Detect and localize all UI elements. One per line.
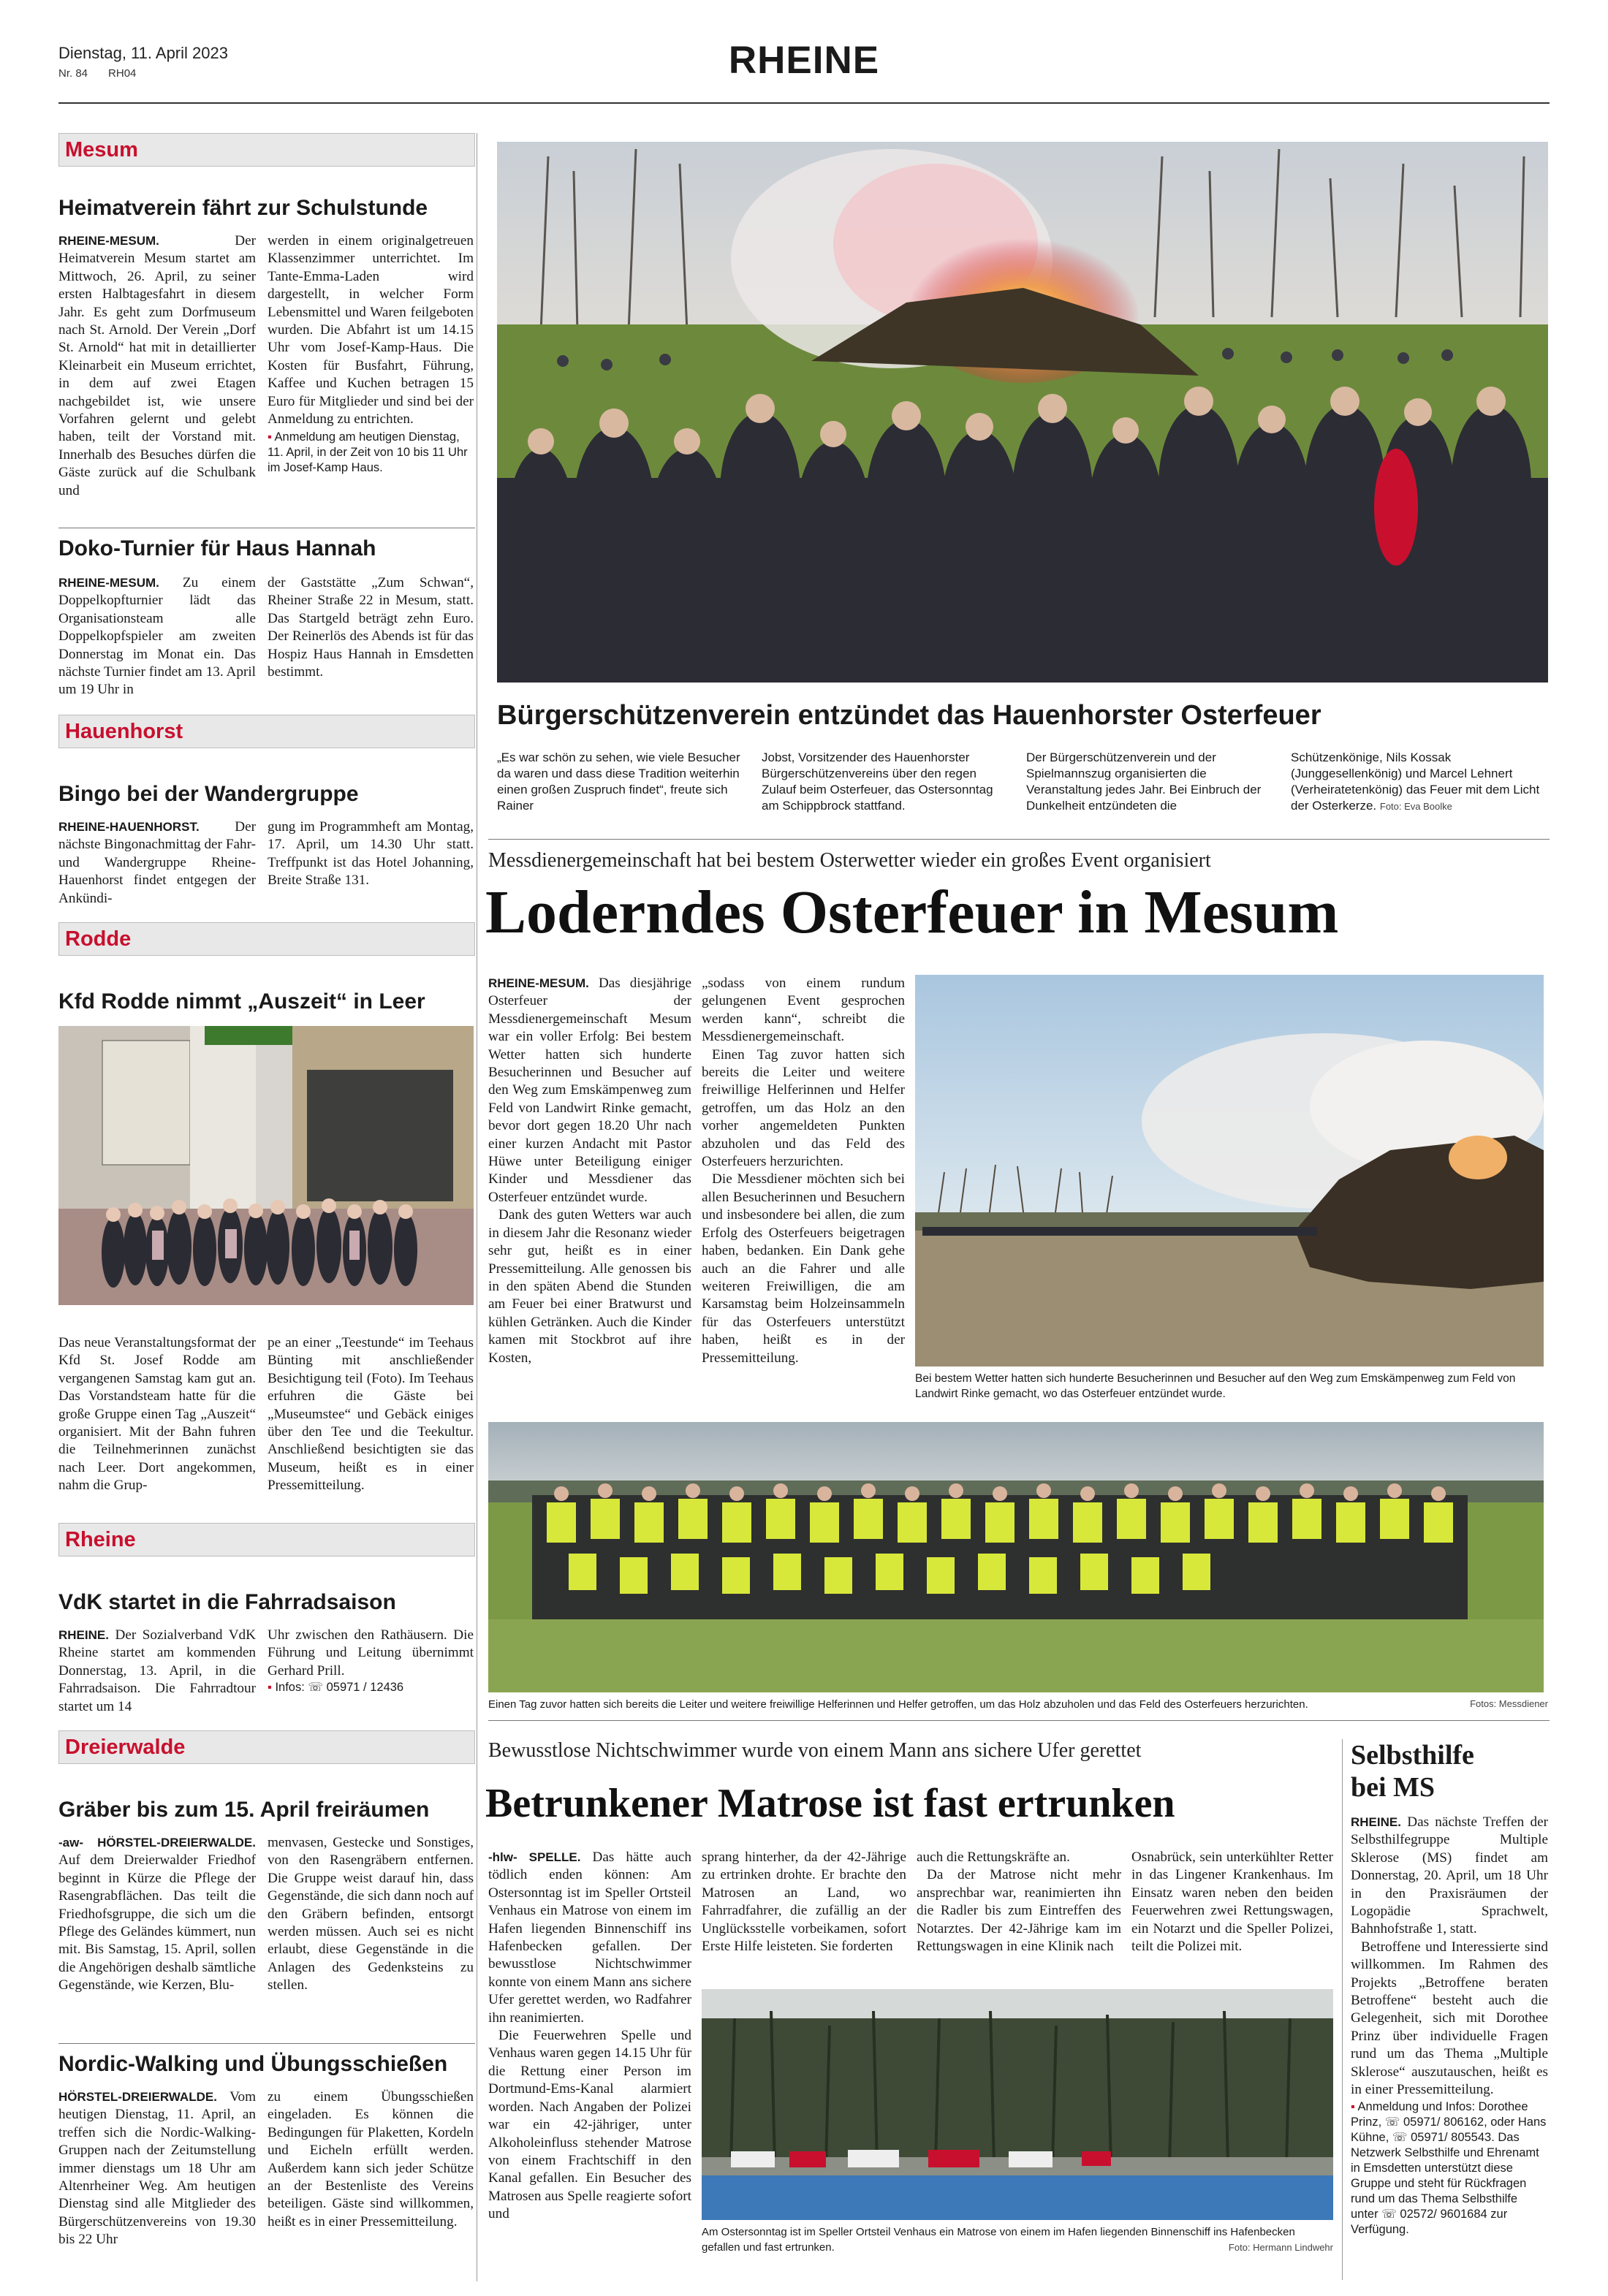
bottom-text-col2: sprang hinterher, da der 42-Jährige zu ertrinken drohte. Er brachte den Matrosen an Land, wo Fahrradfahrer, die zufällig an der Unglücksstelle vorbeikamen, sofort Erste Hilfe leisteten. Sie forderten (702, 1850, 906, 1955)
article-doko-col1 (58, 574, 256, 699)
bottom-text-col3 (917, 1849, 1121, 1955)
dateline: RHEINE-MESUM. (488, 976, 589, 990)
bottom-headline: Betrunkener Matrose ist fast ertrunken (485, 1781, 1175, 1826)
text: „sodass von einem rundum gelungenen Event gesprochen werden kann“, schreibt die Messdienergemeinschaft. (702, 976, 905, 1045)
text: Dank des guten Wetters war auch in diesem Jahr die Resonanz wieder sehr gut, heißt es in einer Pressemitteilung. Alle genossen bis in den späten Abend die Stunden am Feuer bei einer Bratwurst und kühlen Getränken. Auch die Kinder kamen mit Stockbrot auf ihre Kosten, (488, 1207, 691, 1366)
text: Das nächste Treffen der Selbsthilfegruppe Multiple Sklerose (MS) findet am Donnerstag, 20. April, um 18 Uhr in den Praxisräumen der Logopädie Sprachwelt, Bahnhofstraße 1, statt. (1351, 1814, 1548, 1937)
info-text: Anmeldung am heutigen Dienstag, 11. April, in der Zeit von 10 bis 11 Uhr im Josef-Kamp Haus. (268, 430, 468, 475)
photo-credit: Foto: Eva Boolke (1379, 801, 1452, 812)
text: Schützenkönige, Nils Kossak (Junggesellenkönig) und Marcel Lehnert (Verheiratetenkönig) das Feuer mit dem Licht der Osterkerze. (1291, 750, 1540, 813)
text: menvasen, Gestecke und Sonstiges, von den Rasengräbern entfernen. Die Gruppe weist darauf hin, dass Gegenstände, die sich dann noch auf den Gräbern befinden, entsorgt werden müssen. Auch sei es nicht erlaubt, diese Gegenstände in die Anlagen des Gedenksteins zu stellen. (268, 1835, 474, 1993)
article-heimatverein-col1 (58, 232, 256, 500)
main-text-col2 (702, 975, 905, 1367)
bottom-text-col1 (488, 1849, 691, 2224)
article-bingo-col2 (268, 818, 474, 890)
text: gung im Programmheft am Montag, 17. April, um 14.30 Uhr statt. Treffpunkt ist das Hotel Johanning, Breite Straße 131. (268, 819, 474, 889)
text: Der Heimatverein Mesum startet am Mittwoch, 26. April, zu seiner ersten Halbtagesfahrt in diesem Jahr. Es geht zum Dorfmuseum nach St. Arnold. Der Verein „Dorf St. Arnold“ hat mit in detaillierter Kleinarbeit ein Museum errichtet, in dem auf zwei Etagen nachgebildet ist, wie unsere Vorfahren gelernt und gelebt haben, teilt der Vorstand mit. Innerhalb des Besuches dürfen die Gäste zurück auf die Schulbank und (58, 233, 256, 498)
info-box: ▪ Anmeldung und Infos: Dorothee Prinz, ☏ 05971/ 806162, oder Hans Kühne, ☏ 05971/ 805543. Das Netzwerk Selbsthilfe und Ehrenamt in Emsdetten unterstützt diese Gruppe und steht für Rückfragen rund um das Thema Selbsthilfe unter ☏ 02572/ 9601684 zur Verfügung. (1351, 2099, 1547, 2236)
headline-hauenhorst-osterfeuer: Bürgerschützenverein entzündet das Hauenhorster Osterfeuer (497, 700, 1321, 731)
photo-credit: Fotos: Messdiener (1470, 1698, 1548, 1709)
dateline: HÖRSTEL-DREIERWALDE. (58, 2090, 217, 2104)
text: Auf dem Dreierwalder Friedhof beginnt in Kürze die Pflege der Rasengrabflächen. Das teilt die Friedhofsgruppe, die sich um die Pflege des Geländes kümmert, nun mit. Bis Samstag, 15. April, sollen die Angehörigen deshalb sämtliche Gegenstände, wie Kerzen, Blu- (58, 1852, 256, 1993)
text: Betroffene und Interessierte sind willkommen. Im Rahmen des Projekts „Betroffene beraten Betroffene“ besteht auch die Gelegenheit, sich mit Dorothee Prinz über individuelle Fragen rund um das Thema „Multiple Sklerose“ auszutauschen, heißt es in einer Pressemitteilung. (1351, 1939, 1548, 2098)
article-doko-col2 (268, 574, 474, 681)
issue-date: Dienstag, 11. April 2023 (58, 44, 228, 62)
dateline: RHEINE. (1351, 1815, 1401, 1829)
section-label: Rheine (65, 1528, 136, 1551)
text: zu einem Übungsschießen eingeladen. Es können die Bedingungen für Plaketten, Kordeln und Eicheln erfüllt werden. Außerdem kann sich jeder Schütze an der Bestenliste des Vereins beteiligen. Gäste sind willkommen, heißt es in einer Pressemitteilung. (268, 2089, 474, 2230)
text: Das neue Veranstaltungsformat der Kfd St. Josef Rodde am vergangenen Samstag kam gut an. Das Vorstandsteam hatte für die große Gruppe einen Tag „Auszeit“ organisiert. Mit der Bahn fuhren die Teilnehmerinnen zunächst nach Leer. Dort angekommen, nahm die Grup- (58, 1335, 256, 1494)
main-kicker: Messdienergemeinschaft hat bei bestem Osterwetter wieder ein großes Event organisiert (488, 849, 1211, 872)
photo-kfd-group (58, 1026, 474, 1305)
bottom-caption: Am Ostersonntag ist im Speller Ortsteil Venhaus ein Matrose von einem im Hafen liegenden Binnenschiff ins Hafenbecken gefallen und fast ertrunken. (702, 2226, 1295, 2254)
divider (488, 1720, 1550, 1721)
main-caption-2: Einen Tag zuvor hatten sich bereits die Leiter und weitere freiwillige Helferinnen und Helfer getroffen, um das Holz abzuholen und das Feld des Osterfeuers herzurichten. (488, 1698, 1308, 1711)
info-text: Anmeldung und Infos: Dorothee Prinz, ☏ 05971/ 806162, oder Hans Kühne, ☏ 05971/ 805543. Das Netzwerk Selbsthilfe und Ehrenamt in Emsdetten unterstützt diese Gruppe und steht für Rückfragen rund um das Thema Selbsthilfe unter ☏ 02572/ 9601684 zur Verfügung. (1351, 2099, 1547, 2236)
article-heimatverein-col2 (268, 232, 474, 476)
column-separator (1342, 1739, 1343, 2280)
text: auch die Rettungskräfte an. (917, 1850, 1070, 1865)
article-vdk-col2 (268, 1627, 474, 1695)
text: Da der Matrose nicht mehr ansprechbar war, reanimierten ihn die Radler bis zum Eintreffen des Notarztes. Der 42-Jährige kam im Rettungswagen in eine Klinik nach (917, 1867, 1121, 1955)
issue-nr: Nr. 84 (58, 67, 88, 80)
headline-nordic: Nordic-Walking und Übungsschießen (58, 2052, 448, 2076)
dateline: RHEINE-MESUM. (58, 234, 159, 248)
photo-hauenhorst-osterfeuer (497, 142, 1548, 683)
section-dreierwalde (58, 1730, 475, 1764)
article-nordic-col2 (268, 2088, 474, 2231)
text: Das diesjährige Osterfeuer der Messdienergemeinschaft Mesum war ein voller Erfolg: Bei bestem Wetter hatten sich hunderte Besucherinnen und Besucher auf den Weg zum Emskämpenweg zum Feld von Landwirt Rinke gemacht, bevor dort gegen 18.20 Uhr nach einer kurzen Andacht mit Pastor Hüwe unter Beteiligung einiger Kinder und Messdiener das Osterfeuer entzündet wurde. (488, 976, 691, 1205)
ms-headline-line2: bei MS (1351, 1772, 1436, 1803)
issue-number (58, 67, 136, 80)
headline-kfd: Kfd Rodde nimmt „Auszeit“ in Leer (58, 989, 425, 1014)
article-graeber-col1 (58, 1834, 256, 1995)
photo-rescue-site (702, 1989, 1333, 2220)
article-graeber-col2 (268, 1834, 474, 1995)
top-text-col3: Der Bürgerschützenverein und der Spielmannszug organisierten die Veranstaltung jedes Jahr. Bei Einbruch der Dunkelheit entzündeten die (1026, 750, 1262, 813)
top-text-col2: Jobst, Vorsitzender des Hauenhorster Bürgerschützenvereins über den regen Zulauf beim Osterfeuer, das Ostersonntag am Schippbrock stattfand. (762, 750, 993, 813)
section-mesum (58, 133, 475, 167)
headline-vdk: VdK startet in die Fahrradsaison (58, 1590, 396, 1614)
dateline: RHEINE-MESUM. (58, 576, 159, 590)
text: Der nächste Bingonachmittag der Fahr- und Wandergruppe Rheine-Hauenhorst findet entgegen der Ankündi- (58, 819, 256, 906)
article-nordic-col1 (58, 2088, 256, 2249)
section-rodde (58, 922, 475, 956)
section-rheine (58, 1523, 475, 1556)
article-kfd-col2 (268, 1334, 474, 1495)
headline-heimatverein: Heimatverein fährt zur Schulstunde (58, 196, 428, 220)
bottom-kicker: Bewusstlose Nichtschwimmer wurde von einem Mann ans sichere Ufer gerettet (488, 1739, 1142, 1762)
ms-headline-line1: Selbsthilfe (1351, 1740, 1474, 1771)
headline-bingo: Bingo bei der Wandergruppe (58, 782, 359, 806)
dateline: -aw- HÖRSTEL-DREIERWALDE. (58, 1836, 256, 1850)
section-label: Dreierwalde (65, 1736, 186, 1759)
section-label: Rodde (65, 927, 132, 951)
bottom-text-col4: Osnabrück, sein unterkühlter Retter in das Lingener Krankenhaus. Im Einsatz waren neben den beiden Feuerwehren zwei Rettungswagen, ein Notarzt und die Speller Polizei, teilt die Polizei mit. (1131, 1850, 1333, 1955)
page-code: RH04 (108, 67, 137, 80)
top-text-col4 (1291, 750, 1548, 815)
text: pe an einer „Teestunde“ im Teehaus Bünting mit anschließender Besichtigung teil (Foto). Im Teehaus erfuhren die Gäste bei „Museumstee“ und Gebäck einiges über den Tee und die Teekultur. Anschließend besichtigten sie das Museum, heißt es in einer Pressemitteilung. (268, 1335, 474, 1494)
top-text-col1: „Es war schön zu sehen, wie viele Besucher da waren und dass diese Tradition weiterhin einen großen Zuspruch findet“, freute sich Rainer (497, 750, 740, 813)
section-hauenhorst (58, 715, 475, 748)
text: Uhr zwischen den Rathäusern. Die Führung und Leitung übernimmt Gerhard Prill. (268, 1627, 474, 1679)
text: Die Feuerwehren Spelle und Venhaus waren gegen 14.15 Uhr für die Rettung einer Person im Dortmund-Ems-Kanal alarmiert worden. Nach Angaben der Polizei war ein 42-jähriger, unter Alkoholeinfluss stehender Matrose von einem Frachtschiff in den Kanal gefallen. Ein Besucher des Matrosen aus Spelle reagierte sofort und (488, 2028, 691, 2222)
text: Das hätte auch tödlich enden können: Am Ostersonntag ist im Speller Ortsteil Venhaus ein Matrose von einem im Hafen liegenden Binnenschiff ins Hafenbecken gefallen. Der bewusstlose Nichtschwimmer konnte von einem Mann ans sichere Ufer gerettet werden, wo Radfahrer ihn reanimierten. (488, 1850, 691, 2026)
photo-credit: Foto: Hermann Lindwehr (1228, 2242, 1333, 2253)
photo-mesum-osterfeuer (915, 975, 1544, 1366)
headline-graeber: Gräber bis zum 15. April freiräumen (58, 1798, 430, 1822)
ms-text (1351, 1814, 1548, 2238)
divider (58, 2043, 475, 2044)
photo-messdiener-group (488, 1422, 1544, 1692)
divider (488, 839, 1550, 840)
info-box: ▪ Anmeldung am heutigen Dienstag, 11. April, in der Zeit von 10 bis 11 Uhr im Josef-Kamp Haus. (268, 430, 468, 475)
text: werden in einem originalgetreuen Klassenzimmer unterrichtet. Im Tante-Emma-Laden wird dargestellt, in welcher Form Lebensmittel und Waren feilgeboten wurden. Die Abfahrt ist um 14.15 Uhr vom Josef-Kamp-Haus. Die Kosten für Busfahrt, Führung, Kaffee und Kuchen betragen 15 Euro für Mitglieder und sind bei der Anmeldung zu entrichten. (268, 233, 474, 427)
text: Die Messdiener möchten sich bei allen Besucherinnen und Besuchern und insbesondere bei allen, die zum Erfolg des Osterfeuers beigetragen haben, bedanken. Ein Dank gehe auch an die Fahrer und alle weiteren Freiwilligen, die am Karsamstag beim Holzeinsammeln für das Osterfeuers unterstützt haben, heißt es in der Pressemitteilung. (702, 1171, 905, 1366)
text: Einen Tag zuvor hatten sich bereits die Leiter und weitere freiwillige Helferinnen und Helfer getroffen, um das Holz an den vorher angemeldeten Punkten abzuholen und das Feld des Osterfeuers herzurichten. (702, 1046, 905, 1170)
text: Vom heutigen Dienstag, 11. April, an treffen sich die Nordic-Walking-Gruppen nach der Zeitumstellung immer dienstags um 18 Uhr am Altenrheiner Weg. Am heutigen Dienstag sind alle Mitglieder des Bürgerschützenvereins von 19.30 bis 22 Uhr (58, 2089, 256, 2248)
header-rule (58, 102, 1550, 104)
text: Der Sozialverband VdK Rheine startet am kommenden Donnerstag, 13. April, in die Fahrradsaison. Die Fahrradtour startet um 14 (58, 1627, 256, 1714)
article-vdk-col1 (58, 1627, 256, 1716)
section-label: Hauenhorst (65, 720, 183, 743)
section-label: Mesum (65, 138, 138, 161)
text: Zu einem Doppelkopfturnier lädt das Organisationsteam alle Doppelkopfspieler am zweiten Donnerstag im Monat ein. Das nächste Turnier findet am 13. April um 19 Uhr in (58, 575, 256, 698)
info-box: ▪ Infos: ☏ 05971 / 12436 (268, 1681, 404, 1695)
text: der Gaststätte „Zum Schwan“, Rheiner Straße 22 in Mesum, statt. Das Startgeld beträgt zehn Euro. Der Reinerlös des Abends ist für das Hospiz Haus Hannah in Emsdetten bestimmt. (268, 575, 474, 680)
main-text-col1 (488, 975, 691, 1367)
section-title: RHEINE (728, 39, 880, 82)
dateline: RHEINE-HAUENHORST. (58, 820, 200, 834)
dateline: RHEINE. (58, 1628, 109, 1642)
ms-headline (1351, 1739, 1474, 1803)
main-headline: Loderndes Osterfeuer in Mesum (485, 878, 1339, 946)
dateline: -hlw- SPELLE. (488, 1850, 581, 1864)
article-kfd-col1 (58, 1334, 256, 1495)
article-bingo-col1 (58, 818, 256, 908)
info-text: Infos: ☏ 05971 / 12436 (275, 1681, 404, 1695)
main-caption-1: Bei bestem Wetter hatten sich hunderte Besucherinnen und Besucher auf den Weg zum Emskämpenweg zum Feld von Landwirt Rinke gemacht, wo das Osterfeuer entzündet wurde. (915, 1372, 1516, 1400)
headline-doko: Doko-Turnier für Haus Hannah (58, 536, 376, 560)
